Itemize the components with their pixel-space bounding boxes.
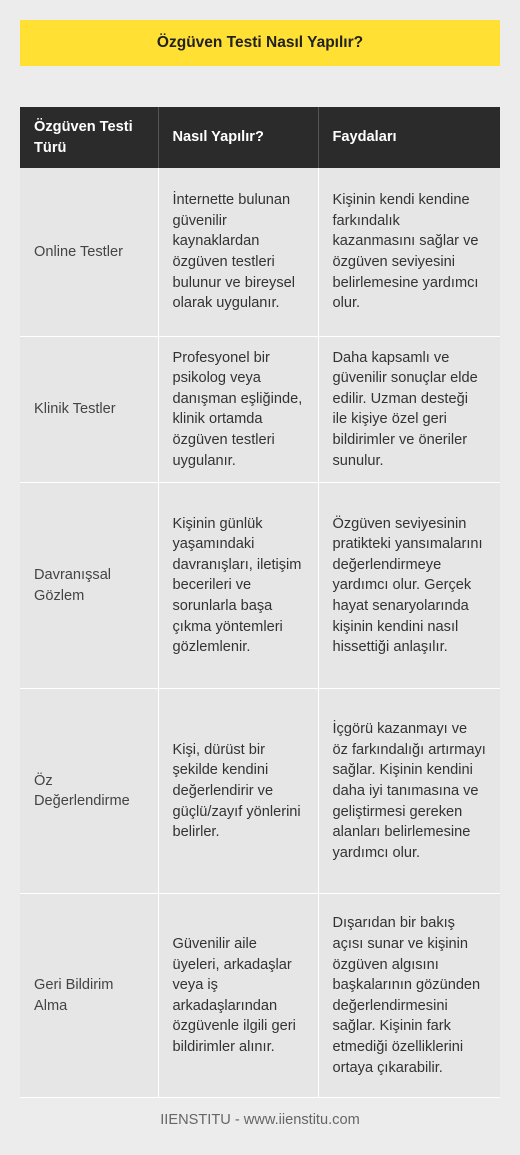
how-cell: İnternette bulunan güvenilir kaynaklardan özgüven testleri bulunur ve bireysel olarak uygulanır. <box>158 168 318 336</box>
column-header-benefits: Faydaları <box>318 107 500 168</box>
how-cell: Profesyonel bir psikolog veya danışman eşliğinde, klinik ortamda özgüven testleri uygulanır. <box>158 336 318 483</box>
test-type-cell: Online Testler <box>20 168 158 336</box>
test-type-cell: Geri Bildirim Alma <box>20 894 158 1098</box>
column-header-test-type: Özgüven Testi Türü <box>20 107 158 168</box>
table-row <box>20 894 500 1098</box>
table-row <box>20 689 500 894</box>
how-cell: Kişi, dürüst bir şekilde kendini değerlendirir ve güçlü/zayıf yönlerini belirler. <box>158 689 318 894</box>
benefits-cell: Daha kapsamlı ve güvenilir sonuçlar elde edilir. Uzman desteği ile kişiye özel geri bildirimler ve öneriler sunulur. <box>318 336 500 483</box>
test-type-cell: Öz Değerlendirme <box>20 689 158 894</box>
table-header-row <box>20 107 500 168</box>
self-confidence-test-table <box>20 107 500 1098</box>
benefits-cell: Dışarıdan bir bakış açısı sunar ve kişinin özgüven algısını başkalarının gözünden değerlendirmesini sağlar. Kişinin fark etmediği özelliklerini ortaya çıkarabilir. <box>318 894 500 1098</box>
how-cell: Kişinin günlük yaşamındaki davranışları, iletişim becerileri ve sorunlarla başa çıkma yöntemleri gözlemlenir. <box>158 483 318 689</box>
test-type-cell: Davranışsal Gözlem <box>20 483 158 689</box>
test-type-cell: Klinik Testler <box>20 336 158 483</box>
table-row <box>20 336 500 483</box>
table-row <box>20 483 500 689</box>
benefits-cell: Kişinin kendi kendine farkındalık kazanmasını sağlar ve özgüven seviyesini belirlemesine yardımcı olur. <box>318 168 500 336</box>
footer-source-text: IIENSTITU - www.iienstitu.com <box>160 1112 360 1128</box>
column-header-how: Nasıl Yapılır? <box>158 107 318 168</box>
table-row <box>20 168 500 336</box>
benefits-cell: İçgörü kazanmayı ve öz farkındalığı artırmayı sağlar. Kişinin kendini daha iyi tanımasına ve geliştirmesi gereken alanları belirlemesine yardımcı olur. <box>318 689 500 894</box>
benefits-cell: Özgüven seviyesinin pratikteki yansımalarını değerlendirmeye yardımcı olur. Gerçek hayat senaryolarında kişinin kendini nasıl hissettiği anlaşılır. <box>318 483 500 689</box>
how-cell: Güvenilir aile üyeleri, arkadaşlar veya iş arkadaşlarından özgüvenle ilgili geri bildirimler alınır. <box>158 894 318 1098</box>
page-title: Özgüven Testi Nasıl Yapılır? <box>20 20 500 66</box>
